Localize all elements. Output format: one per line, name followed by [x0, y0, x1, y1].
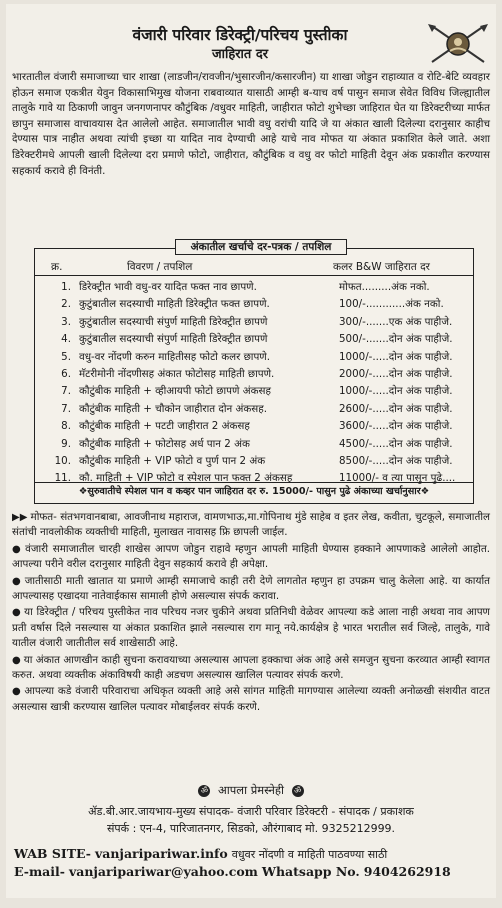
- note-item: [12, 684, 490, 715]
- row-rate: 8500/-.....दोन अंक पाहीजे.: [339, 454, 453, 467]
- bullet-icon: ●: [12, 575, 22, 587]
- note-item: [12, 510, 490, 541]
- email-line: [14, 863, 494, 880]
- row-rate: 4500/-.....दोन अंक पाहीजे.: [339, 437, 453, 450]
- row-description: डिरेक्ट्रीत भावी वधु-वर यादित फक्त नाव छापणे.: [79, 281, 257, 293]
- table-row: [35, 453, 473, 470]
- email-label: E-mail-: [14, 864, 65, 879]
- greeting-line: [6, 782, 496, 798]
- whatsapp-label: Whatsapp No.: [261, 864, 360, 879]
- table-row: [35, 383, 473, 400]
- bullet-icon: ●: [12, 543, 23, 555]
- om-icon: ॐ: [198, 785, 210, 797]
- note-item: [12, 653, 490, 684]
- note-item: [12, 605, 490, 651]
- rate-table-caption: अंकातील खर्चाचे दर-पत्रक / तपशिल: [175, 239, 347, 255]
- row-number: 11.: [54, 472, 71, 485]
- rate-table-footer: ❖सुरुवातीचे स्पेशल पान व कव्हर पान जाहिरात दर रु. 15000/- पासुन पुढे अंकाच्या खर्चानुसार❖: [35, 482, 473, 501]
- col-description-header: विवरण / तपशिल: [127, 261, 193, 273]
- note-text: या डिरेक्ट्रीत / परिचय पुस्तीकेत नाव परिचय नजर चुकीने अथवा प्रतिनिधी वेळेवर आपल्या कडे आला नाही अथवा नाव आपण प्रती वर्षास दिले नसल्यास या अंकात प्रकाशित झाले नसल्यास राग मानू नये.कार्यक्षेत्र हे भारत भरातील सर्व जिल्हे, तालुके, गावे यातील वंजारी जातीतील सर्व शाखेसाठी आहे.: [12, 606, 490, 650]
- row-description: कौटुंबीक माहिती + पटटी जाहीरात 2 अंकसह: [79, 420, 250, 433]
- row-rate: 1000/-.....दोन अंक पाहीजे.: [339, 350, 453, 363]
- om-icon: ॐ: [292, 785, 304, 797]
- website-label: WAB SITE-: [14, 846, 91, 861]
- row-number: 6.: [61, 367, 71, 380]
- row-number: 2.: [61, 298, 71, 311]
- table-row: [35, 401, 473, 418]
- table-row: [35, 418, 473, 435]
- row-rate: 100/-............अंक नको.: [339, 298, 444, 311]
- row-description: कौटुंबीक माहिती + व्हीआयपी फोटो छापणे अंकसह: [79, 385, 271, 398]
- row-number: 9.: [61, 437, 71, 450]
- rate-table: [34, 241, 474, 504]
- table-row: [35, 366, 473, 383]
- note-text: वंजारी समाजातील चारही शाखेस आपण जोडुन राहावे म्हणुन आपली माहिती घेण्यास हक्काने आपणाकडे आलेलो आहोत. आपल्या परीने वरील दरानुसार माहिती देवुन सहकार्य करावे ही अपेक्षा.: [12, 542, 490, 571]
- note-item: [12, 574, 490, 605]
- whatsapp-number[interactable]: 9404262918: [363, 864, 451, 879]
- website-note: वधुवर नोंदणी व माहिती पाठवण्या साठी: [231, 848, 388, 861]
- rate-card-page: [6, 4, 496, 898]
- row-rate: 3600/-.....दोन अंक पाहीजे.: [339, 420, 453, 433]
- row-number: 4.: [61, 333, 71, 346]
- note-item: [12, 542, 490, 573]
- row-description: कौटुंबीक माहिती + फोटोसह अर्ध पान 2 अंक: [79, 437, 250, 450]
- intro-paragraph: भारतातील वंजारी समाजाच्या चार शाखा (लाडजीन/रावजीन/भुसारजीन/कसारजीन) या शाखा जोडुन राहाव्यात व रोटि-बेटि व्यवहार होऊन समाज एकत्रीत येवुन विकासाभिमुख योजना राबवाव्यात यासाठी आम्ही ब-याच वर्ष पासुन समाज सेवेत विविध जिल्ह्यातील तालुके गावे या ठिकाणी जावुन जनगणनापर कौटुंबिक /वधुवर माहिती, जाहीरात फोटो शुभेच्छा जाहिरात घेत या डिरेक्टरीच्या मार्फत छापुन समाजास वाचावयास देत आलेलो आहेत. समाजातील भावी वधु वरांची यादि जे या अंकात खाली दिलेल्या दरानुसार काहीच देण्यास पात्र नाहीत अथवा त्यांची इच्छा या यादित नाव देण्याची आहे याचे नाव मोफत या अंकात प्रकाशित केले जाते. अशा डिरेक्टरीमधे आपली खाली दिलेल्या दरा प्रमाणे फोटो, जाहीरात, कौटुंबिक व वधु वर फोटो माहिती देवून अंक प्रकाशीत करण्यास सहकार्य करावे ही विनंती.: [12, 71, 490, 177]
- editor-line: ॲड.बी.आर.जायभाय-मुख्य संपादक- वंजारी परिवार डिरेक्टरी - संपादक / प्रकाशक: [88, 805, 414, 818]
- row-description: कौ. माहिती + VIP फोटो व स्पेशल पान फक्त 2 अंकसह: [79, 472, 293, 485]
- bullet-icon: ●: [12, 654, 21, 666]
- notes-section: [12, 510, 490, 716]
- row-description: कौटुंबीक माहिती + चौकोन जाहीरात दोन अंकसह.: [79, 402, 267, 415]
- table-row: [35, 279, 473, 296]
- table-row: [35, 296, 473, 313]
- row-rate: 300/-.......एक अंक पाहीजे.: [339, 315, 453, 328]
- note-text: मोफत- संतभगवानबाबा, आवजीनाथ महाराज, वामणभाऊ,मा.गोपिनाथ मुंडे साहेब व इतर लेख, कवीता, चुटकूले, समाजातील संतांची नावलोकीक व्यक्तीची माहिती, मुलाखत नावासह फ्रि छापली जाईल.: [12, 511, 490, 539]
- table-row: [35, 436, 473, 453]
- row-description: कुटुंबातील सदस्याची संपुर्ण माहिती डिरेक्ट्रीत छापणे: [79, 315, 268, 328]
- row-description: कुटुंबातील सदस्याची माहिती डिरेक्ट्रीत फक्त छापणे.: [79, 298, 270, 311]
- table-row: [35, 331, 473, 348]
- row-number: 8.: [61, 420, 71, 433]
- bullet-icon: ●: [12, 686, 22, 698]
- row-number: 1.: [61, 281, 71, 293]
- bullet-icon: ▶▶: [12, 512, 28, 523]
- row-rate: 1000/-.....दोन अंक पाहीजे.: [339, 385, 453, 398]
- note-text: जातीसाठी माती खातात या प्रमाणे आम्ही समाजाचे काही तरी देणे लागतोत म्हणुन हा उपक्रम चालु केलेला आहे. या कार्यात आपल्यासह एखादया नातेवाईकास सामाली होणे असल्यास संपर्क करावा.: [12, 574, 490, 603]
- row-rate: मोफत.........अंक नको.: [339, 281, 430, 293]
- web-contact-block: [14, 845, 494, 880]
- greeting-text: आपला प्रेमस्नेही: [218, 783, 284, 797]
- header: [6, 4, 496, 66]
- row-rate: 11000/- व त्या पासुन पुढे....: [339, 472, 456, 485]
- page-title: वंजारी परिवार डिरेक्ट्री/परिचय पुस्तीका: [132, 26, 348, 44]
- address-line: संपर्क : एन-4, पारिजातनगर, सिडको, औरंगाबाद मो. 9325212999.: [106, 821, 396, 835]
- rate-table-header: [35, 259, 473, 276]
- emblem-icon: [426, 22, 490, 66]
- table-row: [35, 314, 473, 331]
- row-description: मॅटरीमोनी नोंदणीसह अंकात फोटोसह माहिती छापणे.: [79, 367, 275, 380]
- row-number: 3.: [61, 315, 71, 328]
- row-number: 10.: [54, 454, 71, 467]
- row-description: कौटुंबीक माहिती + VIP फोटो व पुर्ण पान 2 अंक: [79, 454, 266, 467]
- row-number: 7.: [61, 402, 71, 415]
- row-rate: 500/-.......दोन अंक पाहीजे.: [339, 333, 453, 346]
- email-link[interactable]: vanjaripariwar@yahoo.com: [68, 864, 258, 879]
- row-number: 7.: [61, 385, 71, 398]
- note-text: आपल्या कडे वंजारी परिवाराचा अधिकृत व्यक्ती आहे असे सांगत माहिती मागण्यास आलेल्या व्यक्ती अनोळखी संशयीत वाटत असल्यास खात्री करण्यास खालिल पत्यावर मोबाईलवर संपर्क करणे.: [12, 685, 490, 713]
- contact-block: [6, 804, 496, 837]
- row-description: वधु-वर नोंदणी करुन माहितीसह फोटो कलर छापणे.: [79, 350, 271, 363]
- rate-table-rows: [35, 279, 473, 488]
- col-rate-header: कलर B&W जाहिरात दर: [333, 261, 430, 273]
- note-text: या अंकात आणखीन काही सुचना करावयाच्या असल्यास आपला हक्काचा अंक आहे असे समजुन सुचना करव्यात आम्ही स्वागत करुत. अथवा व्यक्तीक अंकाविषयी काही अडचण असल्यास खालिल पत्यावर संपर्क करणे.: [12, 653, 490, 682]
- col-number-header: क्र.: [51, 261, 63, 273]
- table-row: [35, 349, 473, 366]
- row-number: 5.: [61, 350, 71, 363]
- row-description: कुटुंबातील सदस्याची संपुर्ण माहिती डिरेक्ट्रीत छापणे: [79, 333, 268, 346]
- website-line: [14, 845, 494, 863]
- row-rate: 2000/-.....दोन अंक पाहीजे.: [339, 367, 453, 380]
- row-rate: 2600/-.....दोन अंक पाहीजे.: [339, 402, 453, 415]
- bullet-icon: ●: [12, 607, 22, 619]
- website-link[interactable]: vanjaripariwar.info: [94, 846, 228, 861]
- page-subtitle: जाहिरात दर: [211, 47, 269, 62]
